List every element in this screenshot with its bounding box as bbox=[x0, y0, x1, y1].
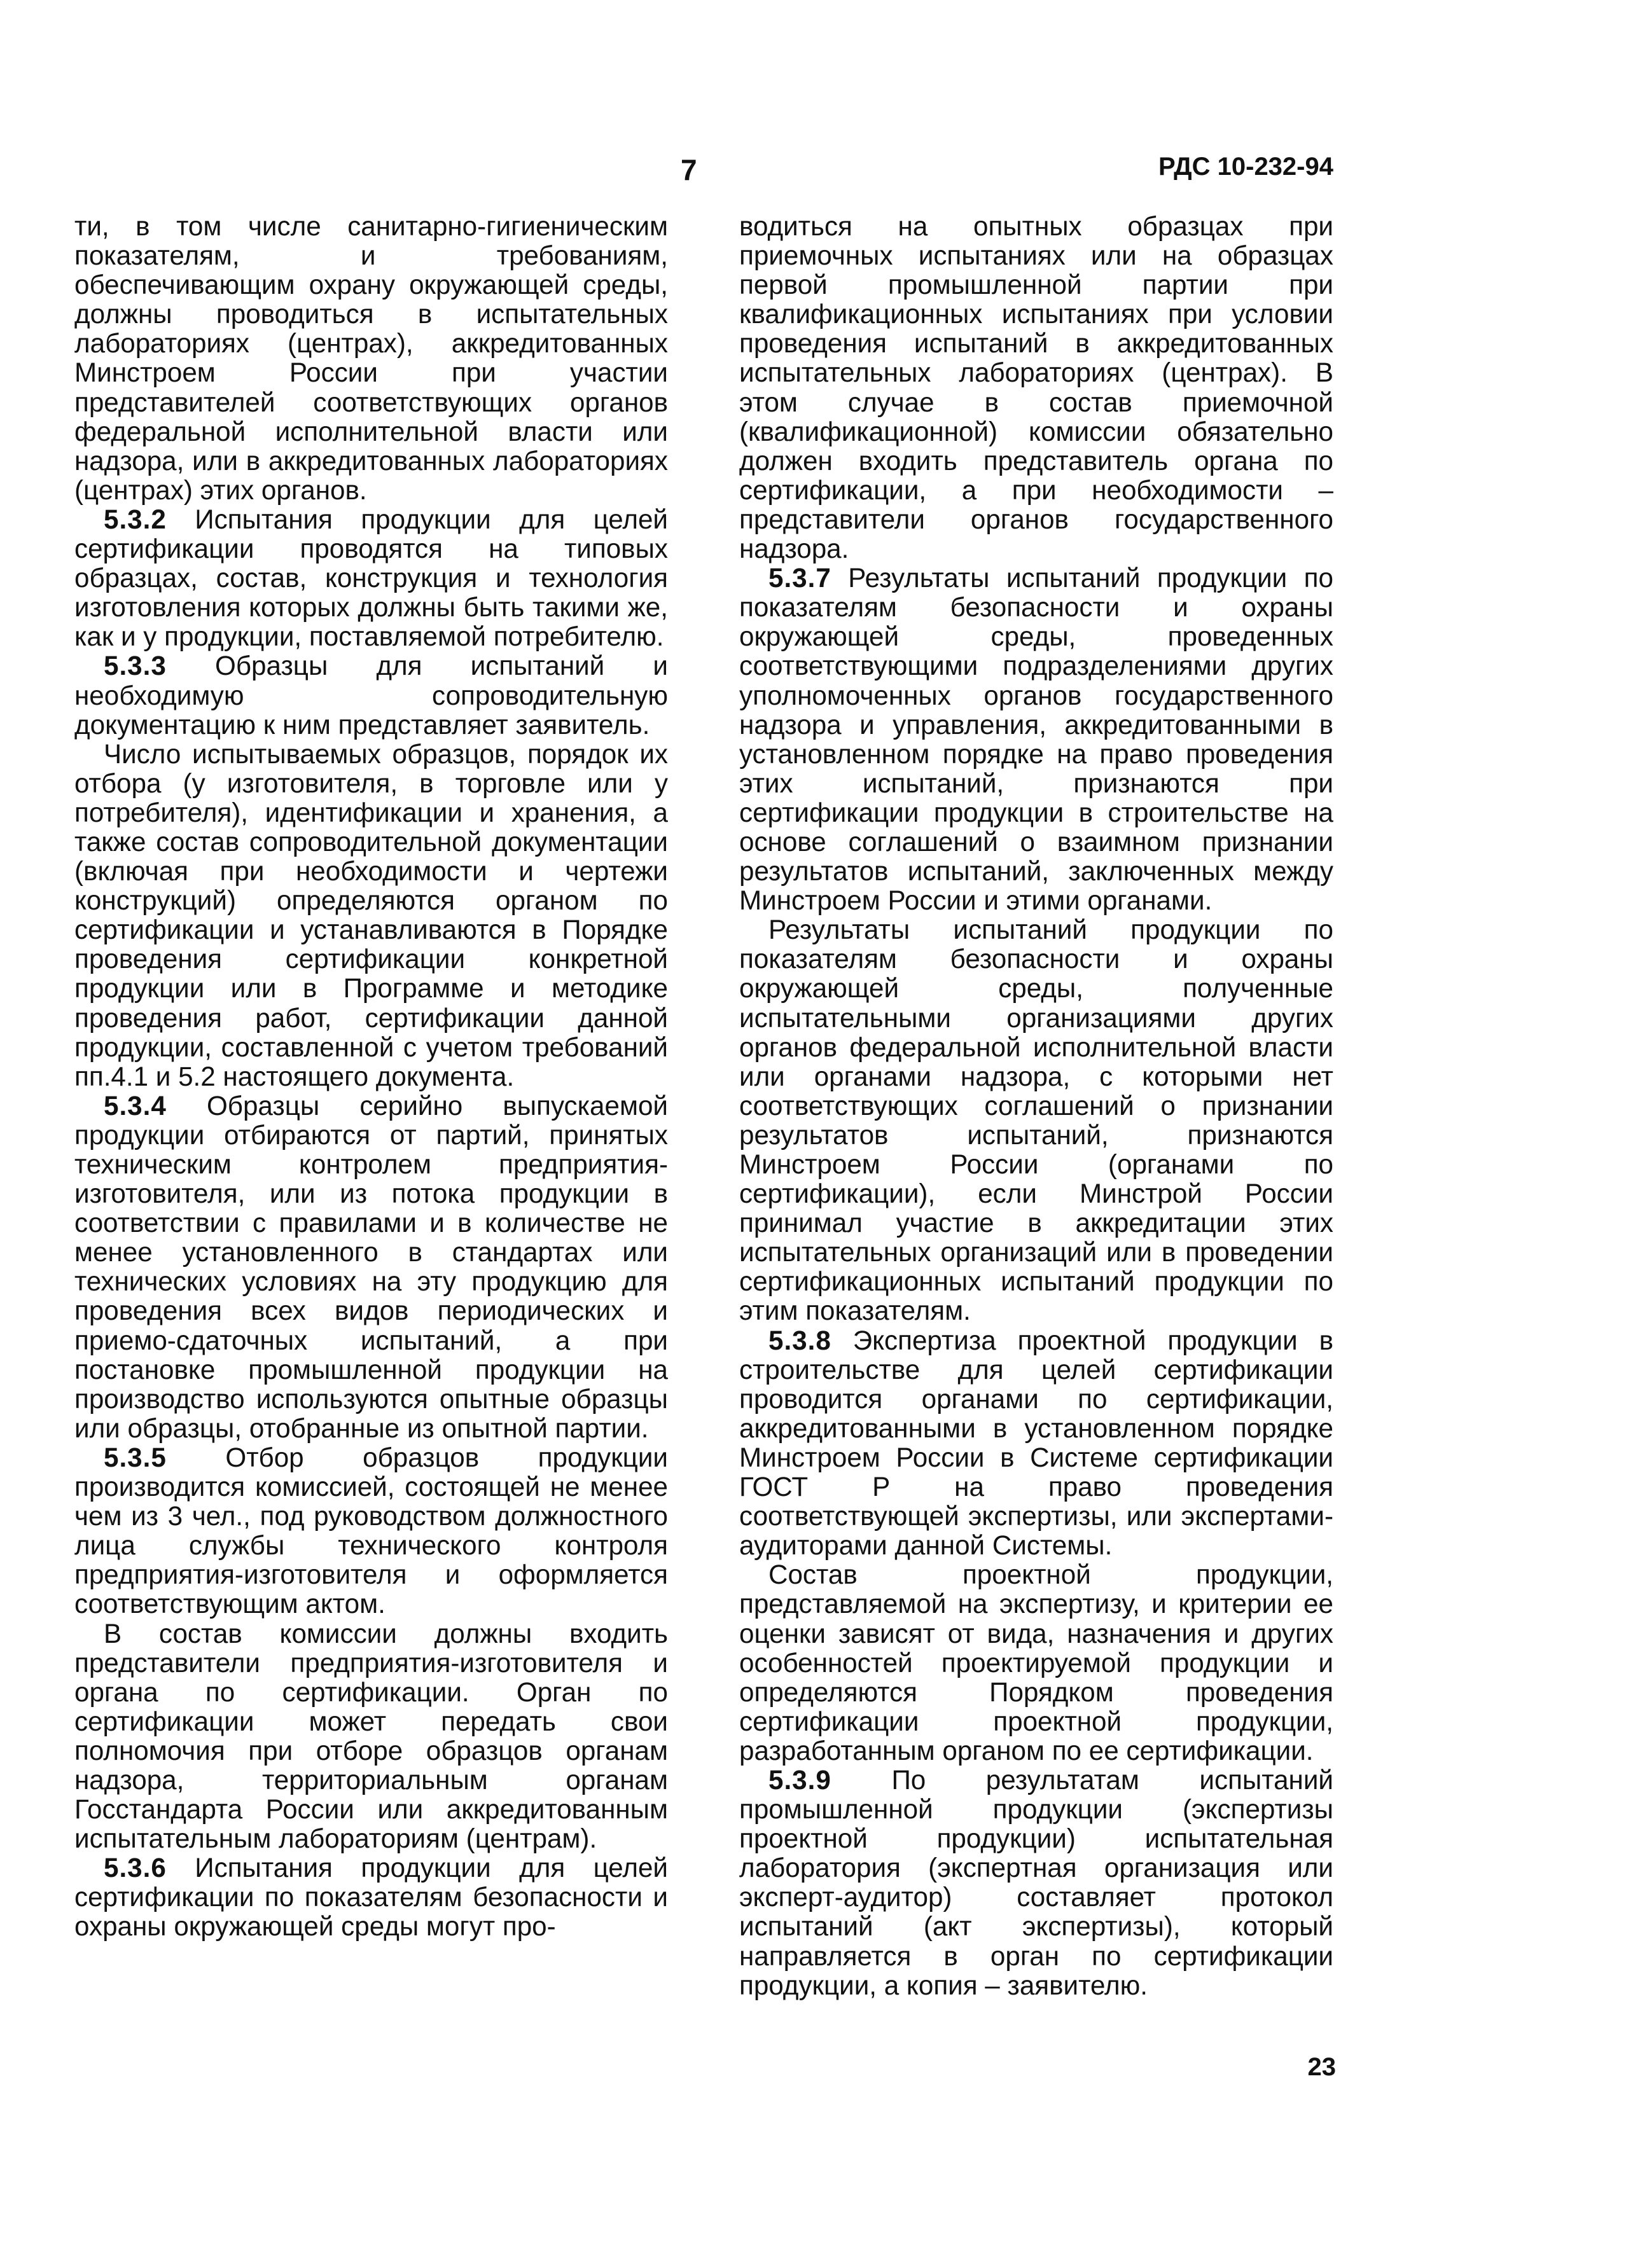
paragraph-5-3-5: 5.3.5 Отбор образцов продукции производится комиссией, состоящей не менее чем из 3 чел., под руководством должностного лица службы технического контроля предприятия-изготовителя и оформляется соответствующим актом. bbox=[74, 1442, 668, 1619]
clause-number: 5.3.3 bbox=[104, 651, 167, 681]
paragraph: Состав проектной продукции, представляемой на экспертизу, и критерии ее оценки зависят от вида, назначения и других особенностей проектируемой продукции и определяются Порядком проведения сертификации проектной продукции, разработанным органом по ее сертификации. bbox=[739, 1559, 1333, 1766]
page-number-bottom: 23 bbox=[1307, 2053, 1336, 2081]
left-column bbox=[74, 212, 668, 1942]
paragraph: Число испытываемых образцов, порядок их отбора (у изготовителя, в торговле или у потребителя), идентификации и хранения, а также состав сопроводительной документации (включая при необходимости и чертежи конструкций) определяются органом по сертификации и устанавливаются в Порядке проведения сертификации конкретной продукции или в Программе и методике проведения работ, сертификации данной продукции, составленной с учетом требований пп.4.1 и 5.2 настоящего документа. bbox=[74, 738, 668, 1091]
paragraph: водиться на опытных образцах при приемочных испытаниях или на образцах первой промышленной партии при квалификационных испытаниях при условии проведения испытаний в аккредитованных испытательных лабораториях (центрах). В этом случае в состав приемочной (квалификационной) комиссии обязательно должен входить представитель органа по сертификации, а при необходимости – представители органов государственного надзора. bbox=[739, 211, 1333, 564]
clause-number: 5.3.9 bbox=[768, 1764, 831, 1795]
paragraph-5-3-2: 5.3.2 Испытания продукции для целей сертификации проводятся на типовых образцах, состав, конструкция и технология изготовления которых должны быть такими же, как и у продукции, поставляемой потребителю. bbox=[74, 504, 668, 652]
paragraph-5-3-8: 5.3.8 Экспертиза проектной продукции в строительстве для целей сертификации проводится органами по сертификации, аккредитованными в установленном порядке Минстроем России в Системе сертификации ГОСТ Р на право проведения соответствующей экспертизы, или экспертами-аудиторами данной Системы. bbox=[739, 1325, 1333, 1561]
clause-number: 5.3.6 bbox=[104, 1853, 167, 1883]
paragraph-5-3-7: 5.3.7 Результаты испытаний продукции по показателям безопасности и охраны окружающей среды, проведенных соответствующими подразделениями других уполномоченных органов государственного надзора и управления, аккредитованными в установленном порядке на право проведения этих испытаний, признаются при сертификации продукции в строительстве на основе соглашений о взаимном признании результатов испытаний, заключенных между Минстроем России и этими органами. bbox=[739, 563, 1333, 916]
clause-number: 5.3.5 bbox=[104, 1442, 167, 1472]
clause-number: 5.3.2 bbox=[104, 504, 167, 534]
right-column bbox=[739, 212, 1333, 2000]
clause-number: 5.3.4 bbox=[104, 1090, 167, 1121]
page-number-top: 7 bbox=[681, 153, 697, 186]
paragraph: В состав комиссии должны входить представители предприятия-изготовителя и органа по сертификации. Орган по сертификации может передать свои полномочия при отборе образцов органам надзора, территориальным органам Госстандарта России или аккредитованным испытательным лабораториям (центрам). bbox=[74, 1618, 668, 1854]
paragraph: Результаты испытаний продукции по показателям безопасности и охраны окружающей среды, полученные испытательными организациями других органов федеральной исполнительной власти или органами надзора, с которыми нет соответствующих соглашений о признании результатов испытаний, признаются Минстроем России (органами по сертификации), если Минстрой России принимал участие в аккредитации этих испытательных организаций или в проведении сертификационных испытаний продукции по этим показателям. bbox=[739, 915, 1333, 1326]
paragraph-5-3-6: 5.3.6 Испытания продукции для целей сертификации по показателям безопасности и охраны окружающей среды могут про- bbox=[74, 1853, 668, 1942]
clause-number: 5.3.7 bbox=[768, 563, 831, 593]
paragraph-5-3-9: 5.3.9 По результатам испытаний промышленной продукции (экспертизы проектной продукции) испытательная лаборатория (экспертная организация или эксперт-аудитор) составляет протокол испытаний (акт экспертизы), который направляется в орган по сертификации продукции, а копия – заявителю. bbox=[739, 1764, 1333, 2000]
clause-number: 5.3.8 bbox=[768, 1325, 831, 1355]
paragraph-5-3-3: 5.3.3 Образцы для испытаний и необходимую сопроводительную документацию к ним представляет заявитель. bbox=[74, 651, 668, 740]
document-code: РДС 10-232-94 bbox=[1158, 153, 1333, 181]
paragraph-5-3-4: 5.3.4 Образцы серийно выпускаемой продукции отбираются от партий, принятых техническим контролем предприятия-изготовителя, или из потока продукции в соответствии с правилами и в количестве не менее установленного в стандартах или технических условиях на эту продукцию для проведения всех видов периодических и приемо-сдаточных испытаний, а при постановке промышленной продукции на производство используются опытные образцы или образцы, отобранные из опытной партии. bbox=[74, 1090, 668, 1443]
paragraph: ти, в том числе санитарно-гигиеническим показателям, и требованиям, обеспечивающим охрану окружающей среды, должны проводиться в испытательных лабораториях (центрах), аккредитованных Минстроем России при участии представителей соответствующих органов федеральной исполнительной власти или надзора, или в аккредитованных лабораториях (центрах) этих органов. bbox=[74, 211, 668, 505]
